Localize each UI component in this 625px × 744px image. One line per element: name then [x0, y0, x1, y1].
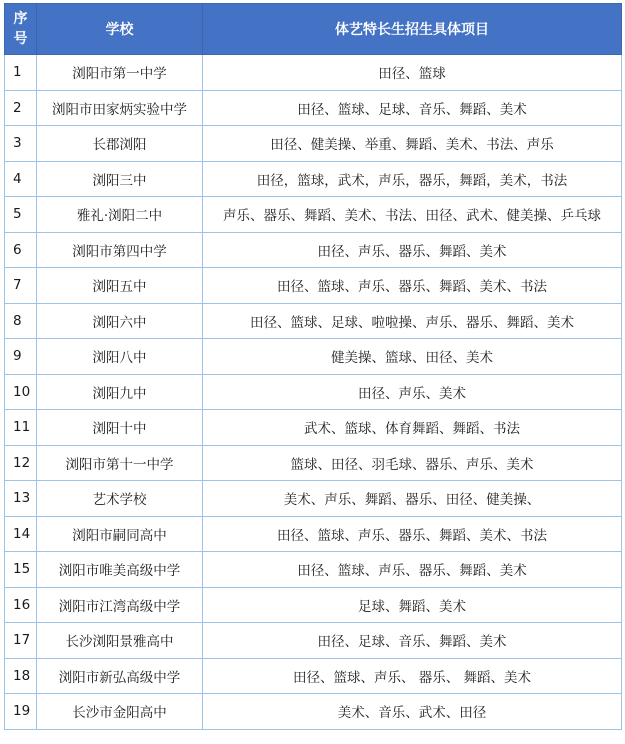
row-number: 14 — [5, 516, 37, 552]
row-projects: 田径、篮球、足球、啦啦操、声乐、器乐、舞蹈、美术 — [203, 303, 622, 339]
row-school: 浏阳五中 — [37, 268, 203, 304]
table-row — [5, 232, 622, 268]
row-number: 9 — [5, 339, 37, 375]
row-school: 浏阳市新弘高级中学 — [37, 658, 203, 694]
table-row — [5, 268, 622, 304]
row-projects: 田径、足球、音乐、舞蹈、美术 — [203, 623, 622, 659]
table-row — [5, 339, 622, 375]
table-row — [5, 197, 622, 233]
header-number — [5, 4, 37, 55]
table-row — [5, 481, 622, 517]
row-number: 15 — [5, 552, 37, 588]
table-row — [5, 516, 622, 552]
row-projects: 田径、声乐、美术 — [203, 374, 622, 410]
row-school: 浏阳八中 — [37, 339, 203, 375]
row-projects: 美术、声乐、舞蹈、器乐、田径、健美操、 — [203, 481, 622, 517]
row-school: 浏阳三中 — [37, 161, 203, 197]
row-school: 长郡浏阳 — [37, 126, 203, 162]
row-school: 浏阳市第十一中学 — [37, 445, 203, 481]
row-school: 长沙市金阳高中 — [37, 694, 203, 730]
row-number: 19 — [5, 694, 37, 730]
row-projects: 田径、篮球 — [203, 55, 622, 91]
table-row — [5, 126, 622, 162]
table-row — [5, 303, 622, 339]
row-number: 18 — [5, 658, 37, 694]
row-school: 浏阳九中 — [37, 374, 203, 410]
row-school: 艺术学校 — [37, 481, 203, 517]
row-number: 11 — [5, 410, 37, 446]
row-school: 雅礼·浏阳二中 — [37, 197, 203, 233]
row-projects: 健美操、篮球、田径、美术 — [203, 339, 622, 375]
row-number: 12 — [5, 445, 37, 481]
header-number-line1: 序 — [13, 11, 28, 27]
row-school: 浏阳市第一中学 — [37, 55, 203, 91]
row-school: 浏阳市唯美高级中学 — [37, 552, 203, 588]
row-school: 浏阳市嗣同高中 — [37, 516, 203, 552]
row-number: 6 — [5, 232, 37, 268]
header-projects: 体艺特长生招生具体项目 — [203, 4, 622, 55]
row-school: 浏阳市江湾高级中学 — [37, 587, 203, 623]
row-projects: 田径、篮球、声乐、器乐、舞蹈、美术 — [203, 552, 622, 588]
row-projects: 田径、篮球、声乐、 器乐、 舞蹈、美术 — [203, 658, 622, 694]
table-row — [5, 552, 622, 588]
row-projects: 田径、健美操、举重、舞蹈、美术、书法、声乐 — [203, 126, 622, 162]
row-number: 3 — [5, 126, 37, 162]
row-school: 浏阳市田家炳实验中学 — [37, 90, 203, 126]
row-school: 长沙浏阳景雅高中 — [37, 623, 203, 659]
row-projects: 美术、音乐、武术、田径 — [203, 694, 622, 730]
table-row — [5, 623, 622, 659]
row-projects: 田径，篮球，武术，声乐，器乐，舞蹈，美术，书法 — [203, 161, 622, 197]
table-row — [5, 161, 622, 197]
table-row — [5, 90, 622, 126]
row-number: 16 — [5, 587, 37, 623]
row-number: 5 — [5, 197, 37, 233]
row-school: 浏阳六中 — [37, 303, 203, 339]
table-row — [5, 410, 622, 446]
row-number: 7 — [5, 268, 37, 304]
row-projects: 田径、篮球、足球、音乐、舞蹈、美术 — [203, 90, 622, 126]
row-number: 8 — [5, 303, 37, 339]
row-projects: 田径、声乐、器乐、舞蹈、美术 — [203, 232, 622, 268]
row-number: 13 — [5, 481, 37, 517]
schools-table — [4, 3, 622, 730]
row-projects: 足球、舞蹈、美术 — [203, 587, 622, 623]
row-projects: 武术、篮球、体育舞蹈、舞蹈、书法 — [203, 410, 622, 446]
row-number: 10 — [5, 374, 37, 410]
table-row — [5, 55, 622, 91]
row-projects: 篮球、田径、羽毛球、器乐、声乐、美术 — [203, 445, 622, 481]
header-school: 学校 — [37, 4, 203, 55]
header-number-line2: 号 — [13, 31, 28, 47]
row-projects: 田径、篮球、声乐、器乐、舞蹈、美术、书法 — [203, 516, 622, 552]
row-number: 4 — [5, 161, 37, 197]
row-school: 浏阳十中 — [37, 410, 203, 446]
header-row — [5, 4, 622, 55]
row-projects: 田径、篮球、声乐、器乐、舞蹈、美术、书法 — [203, 268, 622, 304]
row-number: 2 — [5, 90, 37, 126]
table-row — [5, 374, 622, 410]
table-row — [5, 587, 622, 623]
row-number: 17 — [5, 623, 37, 659]
table-row — [5, 694, 622, 730]
table-row — [5, 658, 622, 694]
row-number: 1 — [5, 55, 37, 91]
table-row — [5, 445, 622, 481]
row-projects: 声乐、器乐、舞蹈、美术、书法、田径、武术、健美操、乒乓球 — [203, 197, 622, 233]
row-school: 浏阳市第四中学 — [37, 232, 203, 268]
